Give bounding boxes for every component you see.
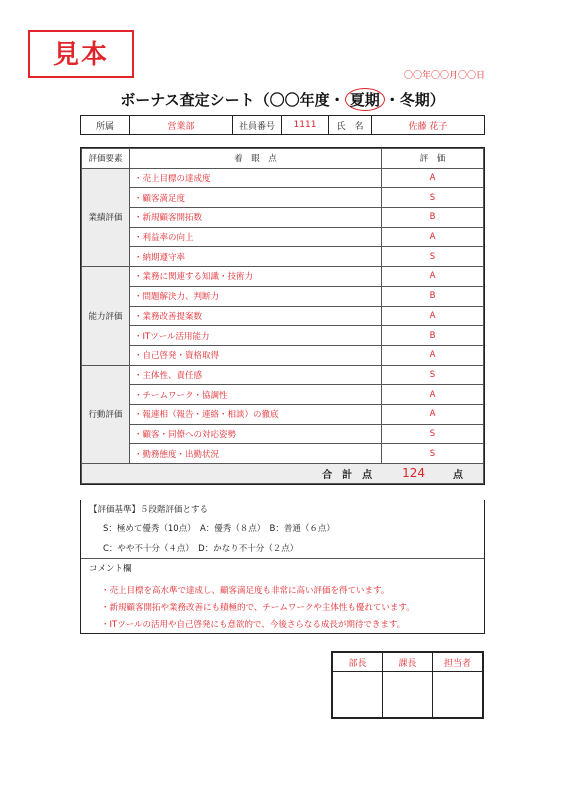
table-row bbox=[82, 444, 484, 464]
table-row bbox=[82, 286, 484, 306]
table-row bbox=[82, 385, 484, 405]
criteria-scale-1: S：極めて優秀（10点） A：優秀（８点） B：普通（６点） bbox=[103, 524, 335, 534]
comment-line-2[interactable]: ・新規顧客開拓や業務改善にも積極的で、チームワークや主体性も優れています。 bbox=[101, 603, 415, 613]
criteria-title: 【評価基準】５段階評価とする bbox=[89, 505, 209, 515]
grade-cell[interactable]: A bbox=[382, 404, 484, 424]
grade-cell[interactable]: A bbox=[382, 227, 484, 247]
table-row bbox=[82, 306, 484, 326]
comment-line-3[interactable]: ・ITツールの活用や自己啓発にも意欲的で、今後さらなる成長が期待できます。 bbox=[101, 620, 406, 630]
focus-item: ・納期遵守率 bbox=[130, 247, 382, 267]
grade-cell[interactable]: B bbox=[382, 208, 484, 228]
comment-label: コメント欄 bbox=[89, 564, 132, 574]
focus-item: ・新規顧客開拓数 bbox=[130, 208, 382, 228]
header-grade: 評 価 bbox=[382, 149, 484, 169]
table-row bbox=[82, 424, 484, 444]
focus-item: ・主体性、責任感 bbox=[130, 365, 382, 385]
focus-item: ・ITツール活用能力 bbox=[130, 326, 382, 346]
employee-number-value[interactable]: 1111 bbox=[282, 116, 329, 134]
table-row bbox=[82, 227, 484, 247]
evaluation-table bbox=[80, 147, 485, 485]
dept-value[interactable]: 営業部 bbox=[130, 116, 233, 134]
total-unit: 点 bbox=[453, 469, 463, 481]
title-circled-season: 夏期 bbox=[345, 88, 385, 111]
table-row bbox=[82, 168, 484, 188]
approval-stamp-section-chief[interactable] bbox=[383, 672, 433, 718]
focus-item: ・勤務態度・出勤状況 bbox=[130, 444, 382, 464]
table-row bbox=[82, 404, 484, 424]
table-row bbox=[82, 208, 484, 228]
grade-cell[interactable]: S bbox=[382, 247, 484, 267]
category-cell: 業績評価 bbox=[82, 168, 130, 266]
focus-item: ・チームワーク・協調性 bbox=[130, 385, 382, 405]
table-row bbox=[82, 267, 484, 287]
approval-box bbox=[331, 651, 484, 719]
focus-item: ・顧客満足度 bbox=[130, 188, 382, 208]
category-cell: 行動評価 bbox=[82, 365, 130, 463]
grade-cell[interactable]: B bbox=[382, 326, 484, 346]
name-value[interactable]: 佐藤 花子 bbox=[408, 121, 448, 132]
grade-cell[interactable]: A bbox=[382, 385, 484, 405]
employee-info-row bbox=[80, 115, 485, 135]
employee-number-label: 社員番号 bbox=[233, 116, 282, 134]
grade-cell[interactable]: S bbox=[382, 424, 484, 444]
date: 〇〇年〇〇月〇〇日 bbox=[403, 71, 485, 81]
comment-line-1[interactable]: ・売上目標を高水準で達成し、顧客満足度も非常に高い評価を得ています。 bbox=[101, 586, 390, 596]
focus-item: ・業務改善提案数 bbox=[130, 306, 382, 326]
grade-cell[interactable]: A bbox=[382, 267, 484, 287]
header-category: 評価要素 bbox=[82, 149, 130, 169]
grade-cell[interactable]: B bbox=[382, 286, 484, 306]
grade-cell[interactable]: S bbox=[382, 444, 484, 464]
focus-item: ・問題解決力、判断力 bbox=[130, 286, 382, 306]
sample-stamp: 見本 bbox=[28, 30, 134, 78]
focus-item: ・売上目標の達成度 bbox=[130, 168, 382, 188]
title-prefix: ボーナス査定シート（〇〇年度・ bbox=[120, 91, 345, 109]
focus-item: ・報連相（報告・連絡・相談）の徹底 bbox=[130, 404, 382, 424]
focus-item: ・利益率の向上 bbox=[130, 227, 382, 247]
grade-cell[interactable]: A bbox=[382, 306, 484, 326]
approval-stamp-staff[interactable] bbox=[433, 672, 483, 718]
table-row bbox=[82, 326, 484, 346]
focus-item: ・業務に関連する知識・技術力 bbox=[130, 267, 382, 287]
grade-cell[interactable]: A bbox=[382, 168, 484, 188]
header-focus: 着 眼 点 bbox=[130, 149, 382, 169]
criteria-section bbox=[80, 500, 485, 634]
grade-cell[interactable]: S bbox=[382, 188, 484, 208]
grade-cell[interactable]: A bbox=[382, 345, 484, 365]
total-label: 合 計 点 bbox=[322, 469, 373, 481]
total-value[interactable]: 124 bbox=[402, 466, 425, 481]
table-row bbox=[82, 247, 484, 267]
focus-item: ・顧客・同僚への対応姿勢 bbox=[130, 424, 382, 444]
approval-label-section-chief: 課長 bbox=[383, 653, 433, 672]
approval-label-manager: 部長 bbox=[333, 653, 383, 672]
dept-label: 所属 bbox=[81, 116, 130, 134]
page-title bbox=[0, 88, 565, 111]
total-row bbox=[82, 464, 484, 484]
table-row bbox=[82, 188, 484, 208]
category-cell: 能力評価 bbox=[82, 267, 130, 365]
focus-item: ・自己啓発・資格取得 bbox=[130, 345, 382, 365]
grade-cell[interactable]: S bbox=[382, 365, 484, 385]
criteria-scale-2: C：やや不十分（４点） D：かなり不十分（２点） bbox=[103, 544, 299, 554]
title-suffix: ・冬期） bbox=[384, 91, 445, 109]
total-cell bbox=[82, 464, 484, 484]
table-header-row bbox=[82, 149, 484, 169]
table-row bbox=[82, 345, 484, 365]
table-row bbox=[82, 365, 484, 385]
name-label: 氏 名 bbox=[329, 116, 372, 134]
approval-label-staff: 担当者 bbox=[433, 653, 483, 672]
approval-stamp-manager[interactable] bbox=[333, 672, 383, 718]
